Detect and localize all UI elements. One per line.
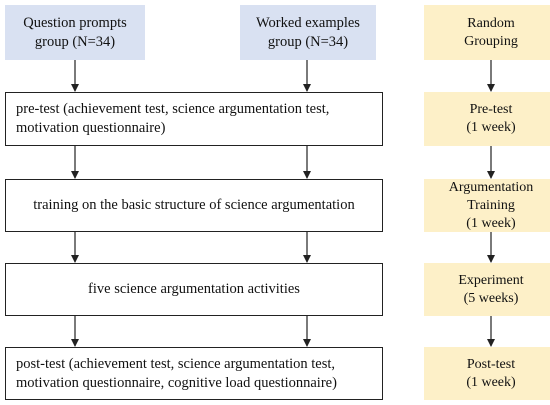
phase-experiment: Experiment (5 weeks) bbox=[424, 263, 550, 316]
step-pre-test: pre-test (achievement test, science argumentation test, motivation questionnaire) bbox=[5, 92, 383, 146]
step-activities: five science argumentation activities bbox=[5, 263, 383, 316]
phase-argumentation-training: Argumentation Training (1 week) bbox=[424, 179, 550, 232]
group-worked-examples: Worked examples group (N=34) bbox=[240, 5, 376, 60]
phase-pre-test: Pre-test (1 week) bbox=[424, 92, 550, 146]
step-training: training on the basic structure of science argumentation bbox=[5, 179, 383, 232]
phase-random-grouping: Random Grouping bbox=[424, 5, 550, 60]
group-question-prompts: Question prompts group (N=34) bbox=[5, 5, 145, 60]
step-post-test: post-test (achievement test, science argumentation test, motivation questionnaire, cognitive load questionnaire) bbox=[5, 347, 383, 400]
phase-post-test: Post-test (1 week) bbox=[424, 347, 550, 400]
